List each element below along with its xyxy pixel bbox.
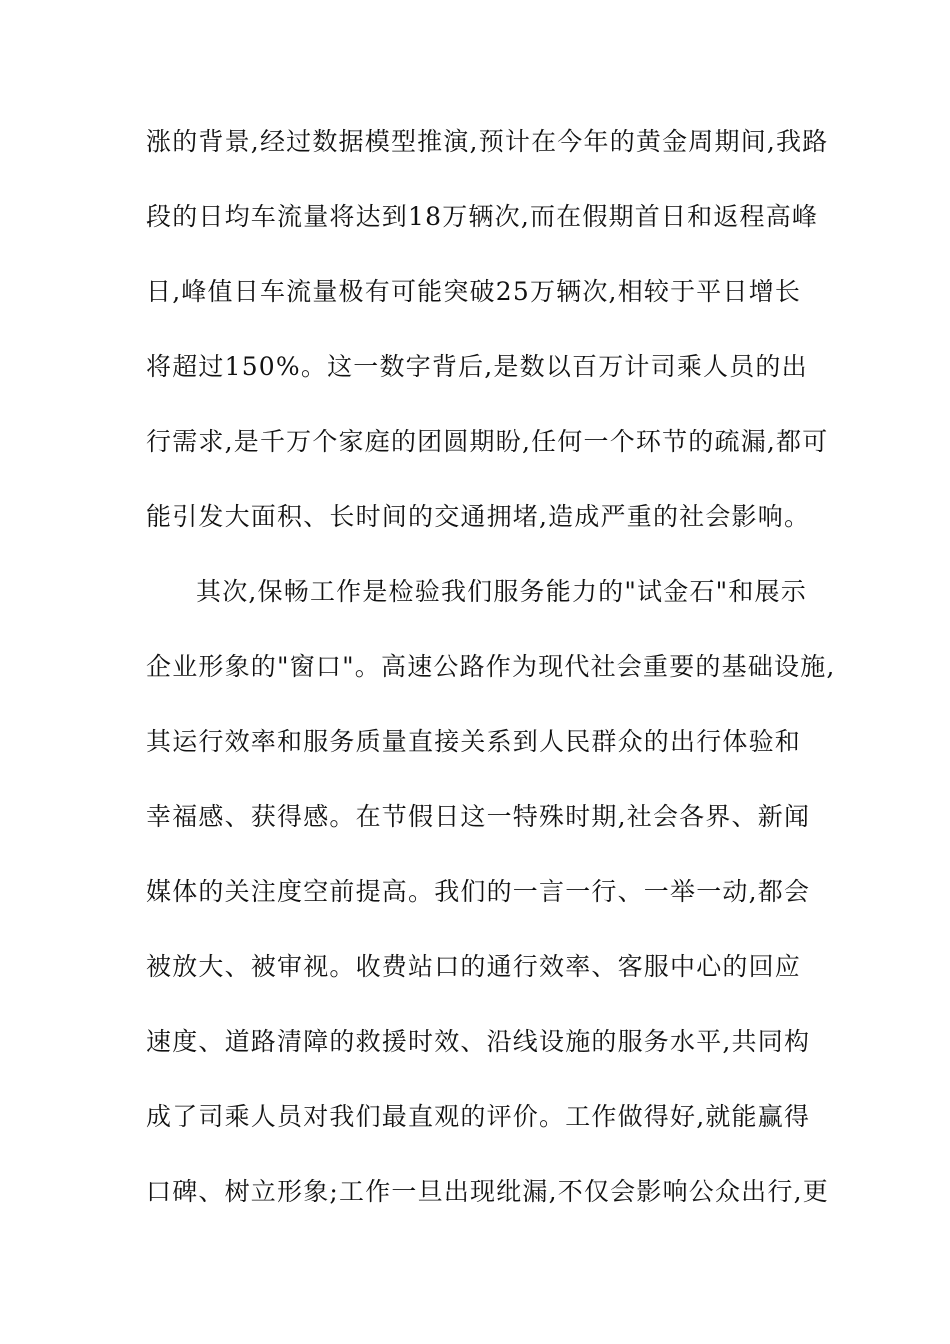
text-line: 涨的背景,经过数据模型推演,预计在今年的黄金周期间,我路	[146, 127, 829, 156]
text-line: 速度、道路清障的救援时效、沿线设施的服务水平,共同构	[146, 1027, 811, 1056]
text-line: 企业形象的"窗口"。高速公路作为现代社会重要的基础设施,	[146, 652, 836, 681]
text-line: 段的日均车流量将达到18万辆次,而在假期首日和返程高峰	[146, 202, 819, 231]
text-line: 成了司乘人员对我们最直观的评价。工作做得好,就能赢得	[146, 1102, 811, 1131]
paragraph-start-line: 其次,保畅工作是检验我们服务能力的"试金石"和展示	[196, 577, 807, 606]
text-line: 能引发大面积、长时间的交通拥堵,造成严重的社会影响。	[146, 502, 811, 531]
text-line: 被放大、被审视。收费站口的通行效率、客服中心的回应	[146, 952, 802, 981]
text-line: 日,峰值日车流量极有可能突破25万辆次,相较于平日增长	[146, 277, 802, 306]
text-line: 口碑、树立形象;工作一旦出现纰漏,不仅会影响公众出行,更	[146, 1177, 829, 1206]
text-line: 其运行效率和服务质量直接关系到人民群众的出行体验和	[146, 727, 802, 756]
text-line: 幸福感、获得感。在节假日这一特殊时期,社会各界、新闻	[146, 802, 811, 831]
text-line: 媒体的关注度空前提高。我们的一言一行、一举一动,都会	[146, 877, 811, 906]
text-line: 行需求,是千万个家庭的团圆期盼,任何一个环节的疏漏,都可	[146, 427, 829, 456]
text-line: 将超过150%。这一数字背后,是数以百万计司乘人员的出	[146, 352, 808, 381]
